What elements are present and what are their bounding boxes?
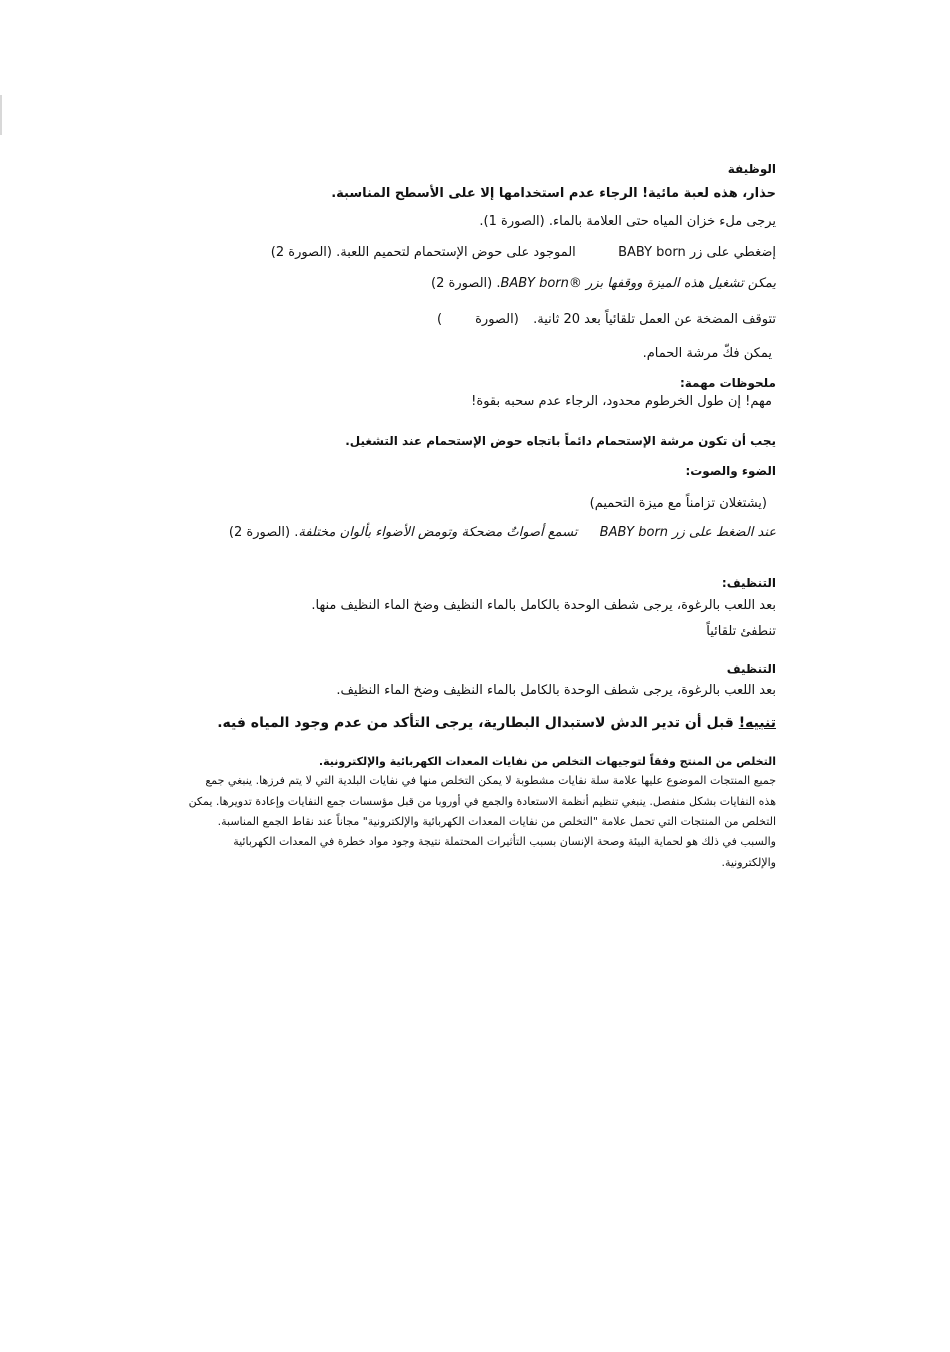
- press-button-instruction: [271, 245, 776, 261]
- light-sound-ref: . (الصورة 2): [228, 525, 299, 540]
- function-heading: الوظيفة: [727, 162, 776, 176]
- feature-toggle-instruction: [431, 276, 776, 292]
- detach-shower-note: يمكن فكّ مرشة الحمام.: [642, 346, 772, 361]
- battery-warning-text: قبل أن تدير الدش لاستبدال البطارية، يرجى التأكد من عدم وجود المياه فيه.: [217, 715, 739, 731]
- water-toy-warning: حذار، هذه لعبة مائية! الرجاء عدم استخدامها إلا على الأسطح المناسبة.: [331, 186, 776, 201]
- disposal-line-1: جميع المنتجات الموضوع عليها علامة سلة نفايات مشطوبة لا يمكن التخلص منها في نفايات البلدية التي لا يتم فرزها. ينبغي جمع: [205, 774, 776, 787]
- hose-length-note: مهم! إن طول الخرطوم محدود، الرجاء عدم سحبه بقوة!: [471, 394, 772, 409]
- feature-toggle-post: . (الصورة 2): [431, 276, 501, 291]
- press-button-brand: BABY born: [618, 245, 686, 260]
- light-sound-effect: تسمع أصواتٌ مضحكة وتومض الأضواء بألوان مختلفة: [298, 525, 578, 540]
- disposal-line-2: هذه النفايات بشكل منفصل. ينبغي تنظيم أنظمة الاستعادة والجمع في أوروبا من قبل مؤسسات جمع النفايات وإعادة تدويرها. يمكن: [188, 795, 776, 808]
- disposal-heading: التخلص من المنتج وفقاً لتوجيهات التخلص من نفايات المعدات الكهربائية والإلكترونية.: [318, 755, 776, 768]
- disposal-line-5: والإلكترونية.: [721, 856, 776, 869]
- feature-toggle-brand: BABY born®: [500, 276, 582, 291]
- light-sound-brand: BABY born: [599, 525, 669, 540]
- disposal-line-4: والسبب في ذلك هو لحماية البيئة وصحة الإنسان بسبب التأثيرات المحتملة نتيجة وجود مواد خطرة في المعدات الكهربائية: [233, 835, 776, 848]
- disposal-line-3: التخلص من المنتجات التي تحمل علامة "التخلص من نفايات المعدات الكهربائية والإلكترونية" مجاناً عند نقاط الجمع المناسبة.: [217, 815, 776, 828]
- cleaning-body-2: بعد اللعب بالرغوة، يرجى شطف الوحدة بالكامل بالماء النظيف وضخ الماء النظيف.: [336, 683, 776, 698]
- press-button-post: الموجود على حوض الإستحمام لتحميم اللعبة. (الصورة 2): [270, 245, 576, 260]
- pump-stop-ref: (الصورة ): [436, 312, 519, 327]
- pump-stop-text: تتوقف المضخة عن العمل تلقائياً بعد 20 ثانية.: [533, 312, 776, 327]
- cleaning-body-1: بعد اللعب بالرغوة، يرجى شطف الوحدة بالكامل بالماء النظيف وضخ الماء النظيف منها.: [311, 598, 776, 613]
- feature-toggle-pre: يمكن تشغيل هذه الميزة ووقفها بزر: [586, 276, 776, 291]
- battery-warning-label: تنبيه!: [738, 715, 776, 731]
- auto-off-note: تنطفئ تلقائياً: [706, 624, 776, 639]
- pump-stop-instruction: [437, 312, 776, 328]
- cleaning-heading-1: التنظيف:: [721, 576, 776, 590]
- battery-warning: [217, 715, 776, 732]
- cleaning-heading-2: التنظيف: [726, 662, 776, 676]
- light-sound-sync-note: (يشتغلان تزامناً مع ميزة التحميم): [589, 496, 767, 511]
- light-sound-pre: عند الضغط على زر: [672, 525, 776, 540]
- important-notes-heading: ملحوظات مهمة:: [679, 376, 776, 390]
- light-sound-heading: الضوء والصوت:: [685, 464, 776, 478]
- fill-tank-instruction: يرجى ملء خزان المياه حتى العلامة بالماء. (الصورة 1).: [479, 214, 776, 229]
- press-button-pre: إضغطي على زر: [689, 245, 776, 260]
- shower-direction-note: يجب أن تكون مرشة الإستحمام دائماً باتجاه حوض الإستحمام عند التشغيل.: [345, 434, 776, 448]
- light-sound-instruction: [229, 525, 776, 541]
